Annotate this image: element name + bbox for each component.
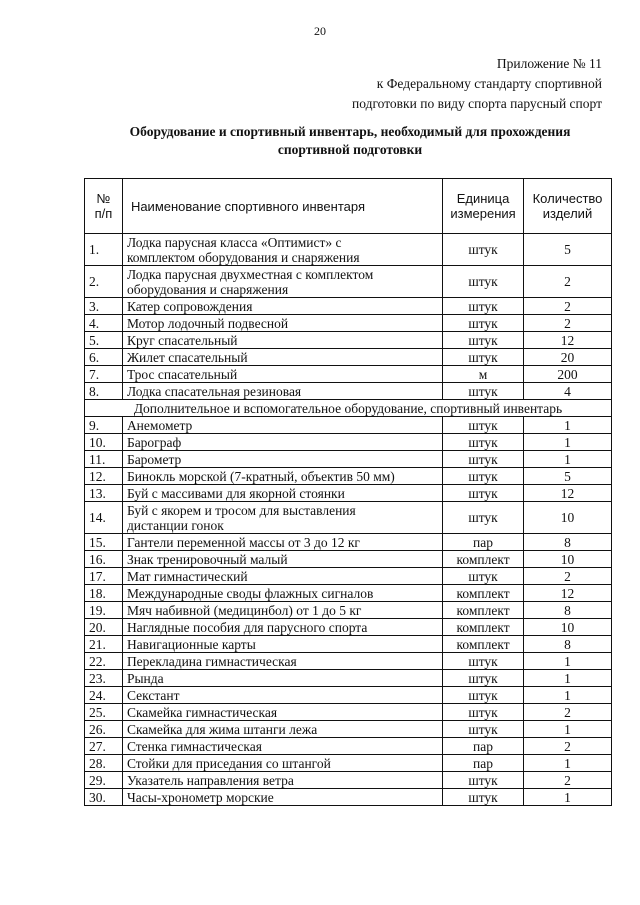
item-name: Скамейка для жима штанги лежа [122, 721, 442, 738]
header-unit-line-2: измерения [450, 206, 516, 221]
item-unit: комплект [443, 636, 524, 653]
row-number: 4. [85, 315, 123, 332]
item-quantity: 1 [524, 687, 612, 704]
item-quantity: 8 [524, 534, 612, 551]
item-unit: пар [443, 534, 524, 551]
item-quantity: 20 [524, 349, 612, 366]
item-name: Гантели переменной массы от 3 до 12 кг [122, 534, 442, 551]
item-quantity: 10 [524, 619, 612, 636]
item-quantity: 12 [524, 485, 612, 502]
item-name: Стенка гимнастическая [122, 738, 442, 755]
item-unit: комплект [443, 619, 524, 636]
table-row [85, 332, 612, 349]
item-name: Круг спасательный [122, 332, 442, 349]
item-quantity: 4 [524, 383, 612, 400]
row-number: 16. [85, 551, 123, 568]
item-name: Указатель направления ветра [122, 772, 442, 789]
item-quantity: 2 [524, 738, 612, 755]
item-quantity: 200 [524, 366, 612, 383]
item-unit: штук [443, 704, 524, 721]
item-unit: штук [443, 653, 524, 670]
item-quantity: 12 [524, 332, 612, 349]
table-row [85, 485, 612, 502]
appendix-line-1: Приложение № 11 [496, 56, 602, 71]
table-row [85, 502, 612, 534]
item-name: Рында [122, 670, 442, 687]
item-unit: пар [443, 738, 524, 755]
item-quantity: 2 [524, 568, 612, 585]
row-number: 10. [85, 434, 123, 451]
section-row [85, 400, 612, 417]
item-name: Навигационные карты [122, 636, 442, 653]
item-quantity: 1 [524, 434, 612, 451]
row-number: 23. [85, 670, 123, 687]
table-row [85, 789, 612, 806]
item-name-line-2: дистанции гонок [126, 517, 224, 533]
item-quantity: 5 [524, 468, 612, 485]
header-number-line-2: п/п [94, 206, 113, 221]
item-name: Перекладина гимнастическая [122, 653, 442, 670]
item-name-line-1: Лодка парусная двухместная с комплектом [126, 266, 374, 282]
item-quantity: 1 [524, 755, 612, 772]
item-name: Наглядные пособия для парусного спорта [122, 619, 442, 636]
item-unit: штук [443, 468, 524, 485]
item-name: Часы-хронометр морские [122, 789, 442, 806]
table-body-main [85, 234, 612, 400]
item-quantity: 1 [524, 417, 612, 434]
table-row [85, 315, 612, 332]
header-name: Наименование спортивного инвентаря [122, 179, 442, 234]
item-quantity: 8 [524, 636, 612, 653]
header-quantity [524, 179, 612, 234]
item-quantity: 10 [524, 502, 612, 534]
item-unit: штук [443, 451, 524, 468]
item-unit: штук [443, 332, 524, 349]
item-unit: штук [443, 502, 524, 534]
item-name: Знак тренировочный малый [122, 551, 442, 568]
section-title: Дополнительное и вспомогательное оборудование, спортивный инвентарь [85, 400, 612, 417]
item-quantity: 1 [524, 451, 612, 468]
item-unit: штук [443, 234, 524, 266]
item-name: Лодка спасательная резиновая [122, 383, 442, 400]
row-number: 20. [85, 619, 123, 636]
row-number: 21. [85, 636, 123, 653]
table-row [85, 266, 612, 298]
row-number: 9. [85, 417, 123, 434]
item-name: Анемометр [122, 417, 442, 434]
table-row [85, 704, 612, 721]
item-unit: м [443, 366, 524, 383]
table-row [85, 349, 612, 366]
table-row [85, 721, 612, 738]
header-unit [443, 179, 524, 234]
row-number: 30. [85, 789, 123, 806]
table-body-extra [85, 417, 612, 806]
row-number: 17. [85, 568, 123, 585]
item-name [122, 266, 442, 298]
row-number: 6. [85, 349, 123, 366]
item-quantity: 1 [524, 789, 612, 806]
table-row [85, 417, 612, 434]
item-quantity: 2 [524, 704, 612, 721]
table-row [85, 670, 612, 687]
item-unit: штук [443, 315, 524, 332]
row-number: 26. [85, 721, 123, 738]
document-title [60, 123, 640, 159]
row-number: 27. [85, 738, 123, 755]
item-unit: штук [443, 298, 524, 315]
table-row [85, 755, 612, 772]
item-name [122, 234, 442, 266]
table-row [85, 636, 612, 653]
item-unit: штук [443, 670, 524, 687]
title-line-2: спортивной подготовки [277, 142, 423, 157]
row-number: 14. [85, 502, 123, 534]
inventory-table [84, 178, 612, 806]
row-number: 11. [85, 451, 123, 468]
appendix-line-2: к Федеральному стандарту спортивной [376, 76, 602, 91]
row-number: 3. [85, 298, 123, 315]
item-name: Буй с массивами для якорной стоянки [122, 485, 442, 502]
table-row [85, 738, 612, 755]
page-number: 20 [314, 24, 326, 38]
item-name-line-2: оборудования и снаряжения [126, 281, 289, 297]
item-unit: штук [443, 789, 524, 806]
appendix-line-3: подготовки по виду спорта парусный спорт [351, 96, 602, 111]
row-number: 13. [85, 485, 123, 502]
item-name: Стойки для приседания со штангой [122, 755, 442, 772]
item-unit: комплект [443, 602, 524, 619]
item-name-line-1: Лодка парусная класса «Оптимист» с [126, 234, 342, 250]
row-number: 5. [85, 332, 123, 349]
item-unit: штук [443, 434, 524, 451]
item-quantity: 1 [524, 670, 612, 687]
item-quantity: 10 [524, 551, 612, 568]
item-unit: штук [443, 568, 524, 585]
item-quantity: 1 [524, 721, 612, 738]
row-number: 7. [85, 366, 123, 383]
item-unit: штук [443, 266, 524, 298]
row-number: 28. [85, 755, 123, 772]
item-quantity: 8 [524, 602, 612, 619]
table-row [85, 234, 612, 266]
table-row [85, 585, 612, 602]
row-number: 19. [85, 602, 123, 619]
item-quantity: 2 [524, 772, 612, 789]
item-unit: пар [443, 755, 524, 772]
item-name: Барограф [122, 434, 442, 451]
item-name: Мат гимнастический [122, 568, 442, 585]
item-unit: штук [443, 349, 524, 366]
header-quantity-line-2: изделий [542, 206, 593, 221]
row-number: 8. [85, 383, 123, 400]
table-row [85, 534, 612, 551]
row-number: 12. [85, 468, 123, 485]
item-name: Барометр [122, 451, 442, 468]
item-name: Мотор лодочный подвесной [122, 315, 442, 332]
table-section [85, 400, 612, 417]
item-quantity: 2 [524, 266, 612, 298]
table-row [85, 772, 612, 789]
row-number: 1. [85, 234, 123, 266]
table-row [85, 568, 612, 585]
item-quantity: 2 [524, 298, 612, 315]
row-number: 22. [85, 653, 123, 670]
item-name-line-1: Буй с якорем и тросом для выставления [126, 502, 356, 518]
item-quantity: 12 [524, 585, 612, 602]
item-quantity: 1 [524, 653, 612, 670]
table-row [85, 602, 612, 619]
table-row [85, 687, 612, 704]
item-name: Международные своды флажных сигналов [122, 585, 442, 602]
table-row [85, 653, 612, 670]
item-unit: штук [443, 721, 524, 738]
row-number: 18. [85, 585, 123, 602]
item-name: Трос спасательный [122, 366, 442, 383]
table-row [85, 551, 612, 568]
item-name: Бинокль морской (7-кратный, объектив 50 мм) [122, 468, 442, 485]
item-name: Секстант [122, 687, 442, 704]
table-row [85, 619, 612, 636]
row-number: 25. [85, 704, 123, 721]
row-number: 24. [85, 687, 123, 704]
item-name: Катер сопровождения [122, 298, 442, 315]
item-unit: штук [443, 772, 524, 789]
item-quantity: 5 [524, 234, 612, 266]
row-number: 2. [85, 266, 123, 298]
table-row [85, 298, 612, 315]
item-name: Жилет спасательный [122, 349, 442, 366]
table-row [85, 366, 612, 383]
header-unit-line-1: Единица [456, 191, 510, 206]
table-row [85, 383, 612, 400]
header-quantity-line-1: Количество [532, 191, 603, 206]
item-name: Мяч набивной (медицинбол) от 1 до 5 кг [122, 602, 442, 619]
table-row [85, 468, 612, 485]
header-number [85, 179, 123, 234]
table-row [85, 451, 612, 468]
title-line-1: Оборудование и спортивный инвентарь, необходимый для прохождения [129, 124, 571, 139]
item-name-line-2: комплектом оборудования и снаряжения [126, 249, 360, 265]
item-name [122, 502, 442, 534]
item-quantity: 2 [524, 315, 612, 332]
table-row [85, 434, 612, 451]
row-number: 29. [85, 772, 123, 789]
appendix-note [352, 54, 602, 114]
table-header-row [85, 179, 612, 234]
item-unit: штук [443, 485, 524, 502]
item-unit: комплект [443, 585, 524, 602]
item-unit: штук [443, 687, 524, 704]
header-number-line-1: № [96, 191, 111, 206]
item-unit: штук [443, 417, 524, 434]
row-number: 15. [85, 534, 123, 551]
item-unit: штук [443, 383, 524, 400]
item-name: Скамейка гимнастическая [122, 704, 442, 721]
item-unit: комплект [443, 551, 524, 568]
